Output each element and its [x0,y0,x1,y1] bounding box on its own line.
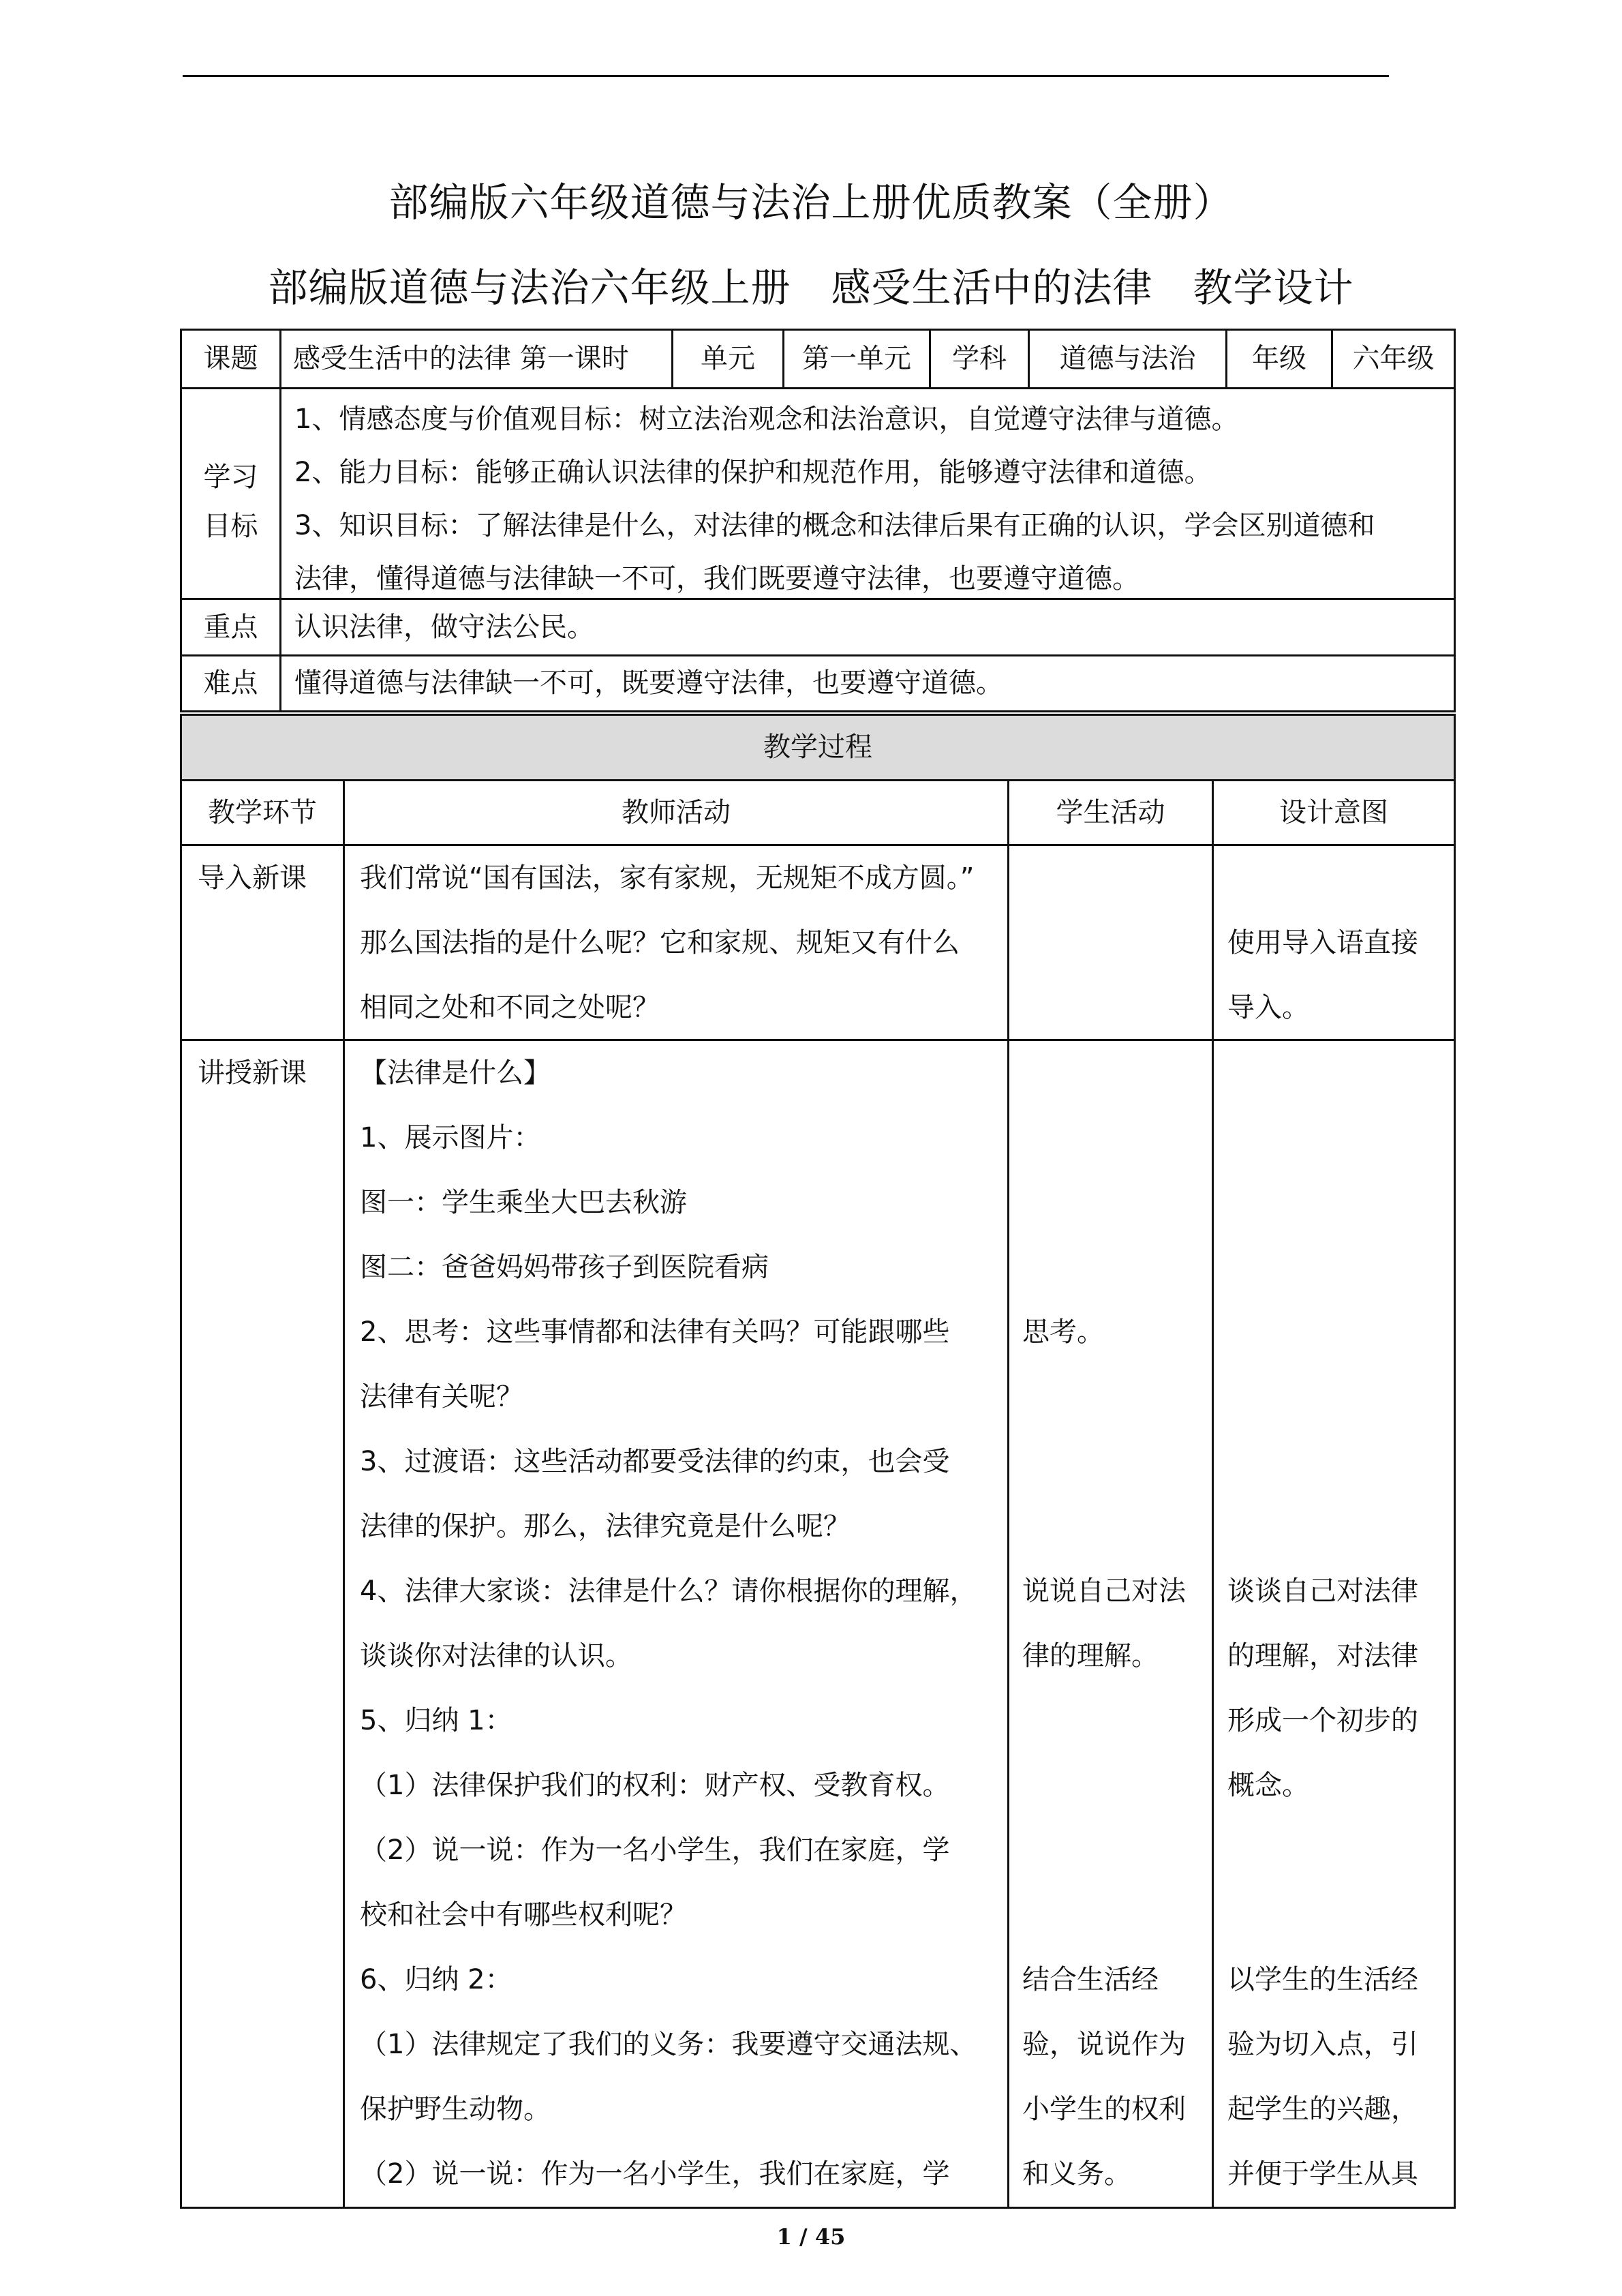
intent-line: 导入。 [1227,992,1309,1023]
student-line: 律的理解。 [1022,1640,1159,1672]
teacher-line: 1、展示图片： [360,1122,541,1153]
grade-label: 年级 [1252,343,1306,374]
teacher-line: （1）法律保护我们的权利：财产权、受教育权。 [360,1770,950,1801]
intent-line: 概念。 [1227,1770,1309,1801]
intro-stage: 导入新课 [198,862,307,894]
teacher-line: （2）说一说：作为一名小学生，我们在家庭，学 [360,1834,950,1866]
teacher-line: 谈谈你对法律的认识。 [360,1640,632,1672]
document-title: 部编版六年级道德与法治上册优质教案（全册） [388,179,1234,226]
goal-line: 1、情感态度与价值观目标：树立法治观念和法治意识，自觉遵守法律与道德。 [294,404,1239,435]
topic-label: 课题 [203,343,258,374]
col-header-intent: 设计意图 [1279,797,1388,828]
intent-line: 并便于学生从具 [1227,2158,1418,2190]
unit-value: 第一单元 [802,343,911,374]
goal-line: 3、知识目标：了解法律是什么，对法律的概念和法律后果有正确的认识，学会区别道德和 [294,510,1375,541]
intent-line: 谈谈自己对法律 [1227,1575,1418,1607]
col-header-stage: 教学环节 [208,797,317,828]
teacher-line: 4、法律大家谈：法律是什么？请你根据你的理解， [360,1575,977,1607]
difficulty-value: 懂得道德与法律缺一不可，既要遵守法律，也要遵守道德。 [294,667,1003,699]
intent-line: 形成一个初步的 [1227,1705,1418,1736]
teacher-line: 图二：爸爸妈妈带孩子到医院看病 [360,1252,769,1283]
lesson-title: 部编版道德与法治六年级上册 感受生活中的法律 教学设计 [268,265,1354,311]
intent-line: 使用导入语直接 [1227,927,1418,958]
new-lesson-stage: 讲授新课 [198,1057,307,1089]
teacher-line: 那么国法指的是什么呢？它和家规、规矩又有什么 [360,927,960,958]
teacher-line: 校和社会中有哪些权利呢？ [360,1899,687,1931]
key-point-label: 重点 [203,611,258,643]
goal-line: 法律，懂得道德与法律缺一不可，我们既要遵守法律，也要遵守道德。 [294,563,1139,594]
teacher-line: 6、归纳 2： [360,1964,512,1995]
teacher-line: 5、归纳 1： [360,1705,512,1736]
col-header-student: 学生活动 [1056,797,1165,828]
student-line: 和义务。 [1022,2158,1131,2190]
teacher-line: （1）法律规定了我们的义务：我要遵守交通法规、 [360,2029,977,2060]
student-line: 小学生的权利 [1022,2094,1186,2125]
student-activity-understand [1022,1559,1210,1689]
key-point-value: 认识法律，做守法公民。 [294,611,594,643]
goals-text [294,393,1446,605]
col-header-teacher: 教师活动 [622,797,731,828]
intent-line: 起学生的兴趣， [1227,2094,1418,2125]
intent-life [1227,1948,1452,2207]
header-rule [183,75,1389,77]
unit-label: 单元 [701,343,755,374]
grade-value: 六年级 [1352,343,1435,374]
intent-line: 以学生的生活经 [1227,1964,1418,1995]
teacher-line: 法律的保护。那么，法律究竟是什么呢？ [360,1511,851,1542]
teacher-line: 图一：学生乘坐大巴去秋游 [360,1187,687,1218]
teacher-line: 2、思考：这些事情都和法律有关吗？可能跟哪些 [360,1316,950,1348]
student-line: 验，说说作为 [1022,2029,1186,2060]
teacher-line: 相同之处和不同之处呢？ [360,992,660,1023]
teacher-line: 【法律是什么】 [360,1057,551,1089]
teacher-line: （2）说一说：作为一名小学生，我们在家庭，学 [360,2158,950,2190]
student-activity-think [1022,1300,1210,1365]
intent-line: 的理解，对法律 [1227,1640,1418,1672]
topic-value: 感受生活中的法律 第一课时 [293,343,629,374]
student-line: 说说自己对法 [1022,1575,1186,1607]
difficulty-label: 难点 [203,667,258,699]
student-activity-life [1022,1948,1210,2207]
intro-teacher-activity [360,846,1004,1040]
teacher-line: 法律有关呢？ [360,1381,523,1413]
subject-label: 学科 [952,343,1007,374]
teacher-line: 3、过渡语：这些活动都要受法律的约束，也会受 [360,1446,950,1477]
intro-design-intent [1227,911,1452,1040]
teacher-line: 我们常说“国有国法，家有家规，无规矩不成方圆。” [360,862,975,894]
goals-label-line1: 学习 [203,462,258,493]
process-heading: 教学过程 [763,731,872,763]
teacher-line: 保护野生动物。 [360,2094,551,2125]
page-number: 1 / 45 [776,2224,846,2250]
intent-line: 验为切入点，引 [1227,2029,1418,2060]
student-line: 结合生活经 [1022,1964,1159,1995]
student-line: 思考。 [1022,1316,1104,1348]
intent-understand [1227,1559,1452,1818]
subject-value: 道德与法治 [1059,343,1196,374]
goals-label-line2: 目标 [203,511,258,542]
new-lesson-teacher-activity [360,1041,1004,2207]
goal-line: 2、能力目标：能够正确认识法律的保护和规范作用，能够遵守法律和道德。 [294,457,1212,488]
